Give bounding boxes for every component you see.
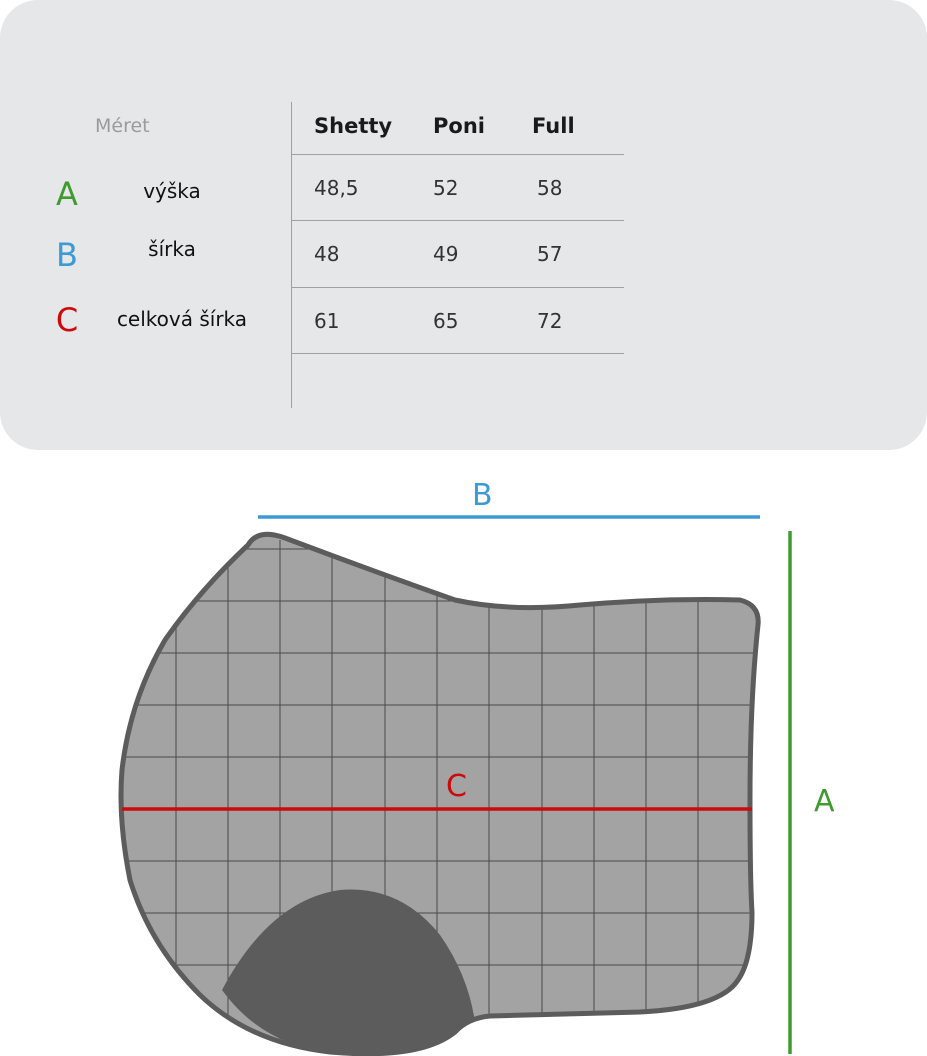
size-table-card xyxy=(0,0,927,450)
row-label-width: šírka xyxy=(148,237,196,261)
table-rule xyxy=(292,154,624,155)
diagram-label-b: B xyxy=(472,478,493,513)
table-cell: 65 xyxy=(433,309,459,333)
row-letter-b: B xyxy=(56,236,78,274)
table-cell: 48,5 xyxy=(314,176,359,200)
column-header-shetty: Shetty xyxy=(314,114,393,138)
table-cell: 52 xyxy=(433,176,459,200)
row-letter-c: C xyxy=(55,301,79,339)
saddle-pad-diagram xyxy=(0,450,927,1056)
table-cell: 58 xyxy=(537,176,563,200)
table-cell: 72 xyxy=(537,309,563,333)
row-letter-a: A xyxy=(56,175,78,213)
column-header-poni: Poni xyxy=(433,114,485,138)
table-rule xyxy=(292,287,624,288)
row-label-height: výška xyxy=(143,179,201,203)
table-cell: 48 xyxy=(314,242,340,266)
table-cell: 49 xyxy=(433,242,459,266)
row-label-total-width: celková šírka xyxy=(116,307,248,331)
size-label: Méret xyxy=(95,115,150,137)
column-header-full: Full xyxy=(532,114,575,138)
diagram-label-c: C xyxy=(446,769,467,804)
table-cell: 57 xyxy=(537,242,563,266)
table-divider xyxy=(291,102,292,408)
table-rule xyxy=(292,220,624,221)
table-cell: 61 xyxy=(314,309,340,333)
diagram-label-a: A xyxy=(814,784,835,819)
table-rule xyxy=(292,353,624,354)
